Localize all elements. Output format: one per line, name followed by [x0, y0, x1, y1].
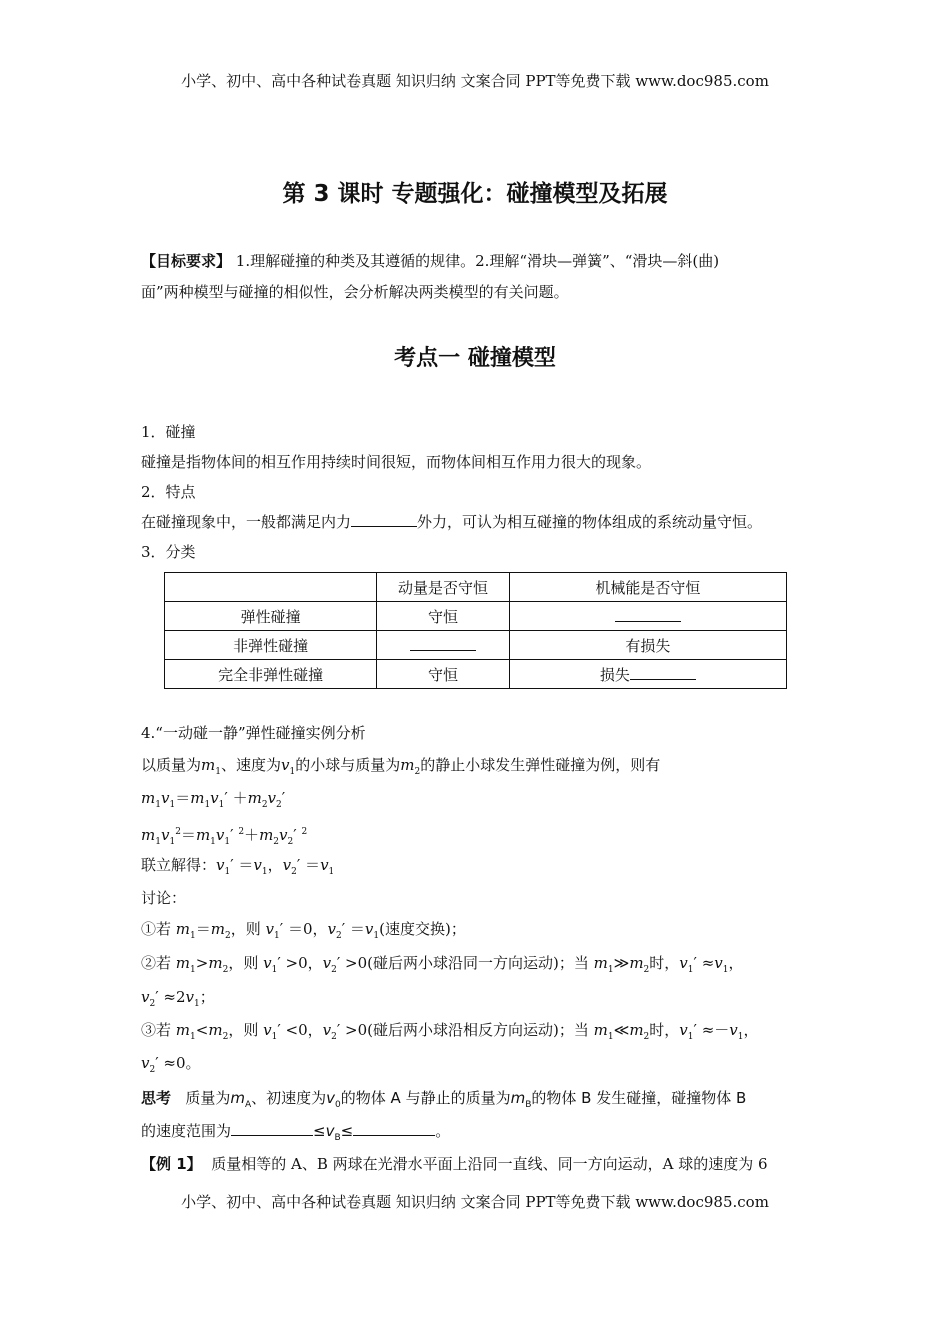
page-footer: 小学、初中、高中各种试卷真题 知识归纳 文案合同 PPT等免费下载 www.doc985.com [181, 1193, 769, 1211]
table-header-row [165, 573, 787, 602]
table-row [165, 660, 787, 689]
fill-blank[interactable] [630, 664, 696, 680]
item-2-body: 在碰撞现象中，一般都满足内力 外力，可认为相互碰撞的物体组成的系统动量守恒。 [141, 513, 763, 531]
example-1: 【例 1】 质量相等的 A、B 两球在光滑水平面上沿同一直线、同一方向运动，A 球的速度为 6 [141, 1155, 768, 1173]
lesson-title: 第 3 课时 专题强化：碰撞模型及拓展 [282, 181, 668, 207]
fill-blank[interactable] [615, 606, 681, 622]
item-4-intro: 以质量为$m_1$、速度为$v_1$的小球与质量为$m_2$的静止小球发生弹性碰撞为例，则有 [141, 756, 661, 777]
page-header: 小学、初中、高中各种试卷真题 知识归纳 文案合同 PPT等免费下载 www.doc985.com [181, 72, 769, 90]
table-row [165, 631, 787, 660]
table-cell: 有损失 [509, 631, 786, 660]
table-cell: 完全非弹性碰撞 [165, 660, 377, 689]
fill-blank[interactable] [231, 1120, 313, 1136]
momentum-equation: $m_1v_1=m_1v_1' +m_2v_2'$ [141, 789, 286, 810]
table-header-cell: 机械能是否守恒 [509, 573, 786, 602]
table-cell: 非弹性碰撞 [165, 631, 377, 660]
goals-line-1 [141, 250, 719, 272]
fill-blank[interactable] [353, 1120, 435, 1136]
fill-blank[interactable] [410, 635, 476, 651]
table-header-cell: 动量是否守恒 [377, 573, 510, 602]
item-4-heading: 4.“一动碰一静”弹性碰撞实例分析 [141, 724, 366, 742]
goals-text-1: 1.理解碰撞的种类及其遵循的规律。2.理解“滑块—弹簧”、“滑块—斜(曲) [235, 252, 720, 270]
energy-equation: $m_1v_1^2=m_1v_1'$ $^2+m_2v_2'$ $^2$ [141, 826, 308, 847]
example-label: 【例 1】 [141, 1155, 202, 1173]
table-cell [377, 631, 510, 660]
think-line-1: 思考 质量为$m_A$、初速度为$v_0$的物体 A 与静止的质量为$m_B$的物体 B 发生碰撞，碰撞物体 B [141, 1089, 747, 1110]
item-1-body: 碰撞是指物体间的相互作用持续时间很短，而物体间相互作用力很大的现象。 [141, 453, 652, 471]
case-3-line-1: ③若 $m_1<m_2$，则 $v_1' <0$，$v_2' >0$(碰后两小球沿相反方向运动)；当 $m_1≪m_2$时，$v_1' \approx-v_1$， [141, 1021, 759, 1042]
table-cell: 守恒 [377, 602, 510, 631]
item-3-heading: 3．分类 [141, 543, 196, 561]
think-label: 思考 [141, 1089, 172, 1107]
collision-classification-table [164, 572, 787, 689]
table-row [165, 602, 787, 631]
section-title: 考点一 碰撞模型 [394, 346, 556, 371]
table-header-cell [165, 573, 377, 602]
case-2-line-1: ②若 $m_1>m_2$，则 $v_1' >0$，$v_2' >0$(碰后两小球沿同一方向运动)；当 $m_1≫m_2$时，$v_1' \approx v_1$， [141, 954, 744, 975]
goals-label: 【目标要求】 [141, 252, 232, 270]
discussion-label: 讨论： [141, 889, 187, 907]
item-2-heading: 2．特点 [141, 483, 196, 501]
solution-line: 联立解得：$v_1' =v_1$，$v_2' =v_1$ [141, 856, 335, 877]
case-2-line-2: $v_2' \approx 2v_1$； [141, 988, 215, 1009]
case-3-line-2: $v_2' \approx 0$。 [141, 1054, 201, 1075]
fill-blank[interactable] [351, 511, 417, 527]
table-cell: 损失 [509, 660, 786, 689]
item-1-heading: 1．碰撞 [141, 423, 196, 441]
think-line-2: 的速度范围为 $\le v_B\le$ 。 [141, 1122, 451, 1143]
table-cell [509, 602, 786, 631]
table-cell: 弹性碰撞 [165, 602, 377, 631]
case-1: ①若 $m_1=m_2$，则 $v_1' =0$，$v_2' =v_1$(速度交换)； [141, 920, 466, 941]
goals-line-2: 面”两种模型与碰撞的相似性，会分析解决两类模型的有关问题。 [141, 283, 569, 301]
table-cell: 守恒 [377, 660, 510, 689]
